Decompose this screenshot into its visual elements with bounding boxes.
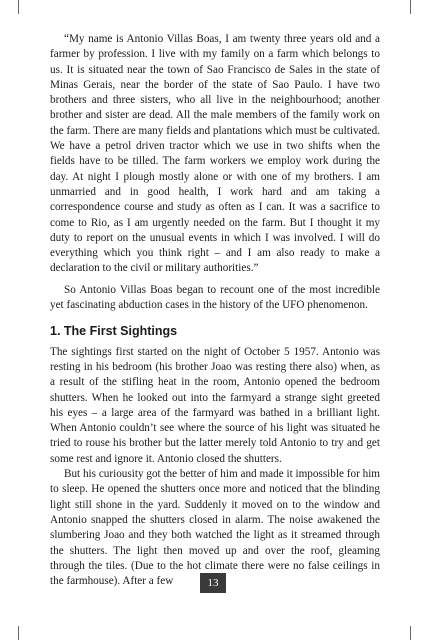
section-paragraph-1: The sightings first started on the night of October 5 1957. Antonio was resting in his bedroom (his brother Joao was resting there also) when, as a result of the stifling heat in the room, Antonio opened the bedroom shutters. When he looked out into the farmyard a strange sight greeted his eyes – a large area of the farmyard was bathed in a brilliant light. When Antonio couldn’t see where the source of his light was situated he tried to rouse his brother but the latter merely told Antonio to try and get some rest and ignore it. Antonio closed the shutters. — [50, 345, 380, 465]
section-paragraph-2: But his curiousity got the better of him and made it impossible for him to sleep. He opened the shutters once more and noticed that the blinding light still shone in the yard. Suddenly it moved on to the window and Antonio snapped the shutters closed in alarm. The noise awakened the slumbering Joao and they both watched the light as it streamed through the shutters. The light then moved up and over the roof, gleaming through the tiles. (Due to the hot climate there were no false ceilings in the farmhouse). After a few — [50, 468, 381, 588]
crop-mark-bottom-right — [410, 626, 411, 640]
intro-paragraph-summary: So Antonio Villas Boas began to recount one of the most incredible yet fascinating abduction cases in the history of the UFO phenomenon. — [50, 283, 380, 312]
page-body — [50, 32, 380, 589]
page-number: 13 — [200, 573, 226, 593]
crop-mark-top-left — [18, 0, 19, 14]
crop-mark-bottom-left — [18, 626, 19, 640]
section-heading: 1. The First Sightings — [50, 324, 178, 339]
intro-paragraph-quote: “My name is Antonio Villas Boas, I am twenty three years old and a farmer by profession. I live with my family on a farm which belongs to us. It is situated near the town of Sao Francisco de Sales in the state of Minas Gerais, near the border of the state of Sao Paulo. I have two brothers and three sisters, who all live in the neighbourhood; another brother and sister are dead. All the male members of the family work on the farm. There are many fields and plantations which must be cultivated. We have a petrol driven tractor which we use in two shifts when the fields have to be tilled. The farm workers we employ work during the day. At night I plough mostly alone or with one of my brothers. I am unmarried and in good health, I work hard and am taking a correspondence course and study as often as I can. It was a sacrifice to come to Rio, as I am urgently needed on the farm. But I thought it my duty to report on the unusual events in which I was involved. I will do everything which you think right – and I am also ready to make a declaration to the civil or military authorities.” — [50, 33, 380, 275]
crop-mark-top-right — [410, 0, 411, 14]
